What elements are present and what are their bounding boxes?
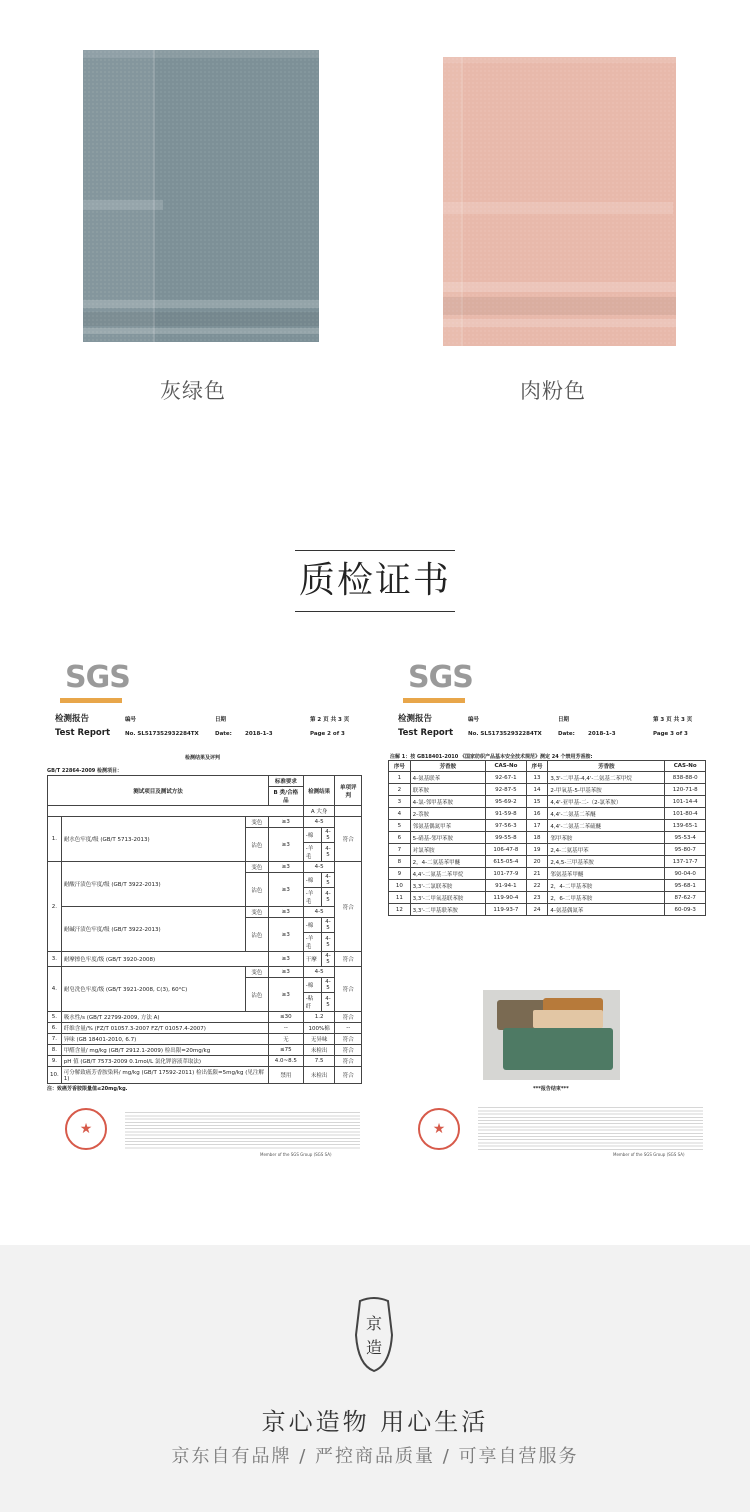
table-cell: 21 — [526, 868, 548, 880]
table-cell: 17 — [526, 820, 548, 832]
table-cell: 14 — [526, 784, 548, 796]
report-date-en-label: Date: — [558, 731, 575, 737]
table-cell: 3 — [389, 796, 411, 808]
product-colors-section — [0, 0, 750, 520]
amine-row — [389, 868, 706, 880]
amine-row — [389, 844, 706, 856]
table-heading: 检测结果及评判 — [185, 755, 221, 761]
table-cell: 符合 — [335, 1034, 362, 1045]
amine-note-heading: 注解 1：按 GB18401-2010 《国家纺织产品基本安全技术规范》测定 24 个禁用芳香胺: — [390, 754, 593, 760]
table-cell: 无 — [268, 1034, 303, 1045]
table-cell: 4-氨基联苯 — [410, 772, 485, 784]
table-cell: 芳香胺 — [548, 761, 665, 772]
brand-slogan: 京心造物 用心生活 — [261, 1408, 489, 1436]
table-cell: 24 — [526, 904, 548, 916]
standard-label: GB/T 22864-2009 检测项目： — [47, 768, 123, 774]
table-cell: 干摩 — [303, 952, 321, 967]
table-cell: 3. — [48, 952, 62, 967]
table-cell: 19 — [526, 844, 548, 856]
table-cell: 87-62-7 — [665, 892, 706, 904]
amine-row — [389, 784, 706, 796]
table-cell: 符合 — [335, 952, 362, 967]
table-cell: 7. — [48, 1034, 62, 1045]
report-no-label: 编号 — [125, 717, 137, 723]
amine-row — [389, 820, 706, 832]
table-cell: 106-47-8 — [486, 844, 527, 856]
brand-tagline: 京东自有品牌 / 严控商品质量 / 可享自营服务 — [171, 1446, 579, 1467]
table-cell: 未检出 — [303, 1067, 335, 1084]
table-cell: 甲醛含量/ mg/kg (GB/T 2912.1-2009) 检出限=20mg/kg — [61, 1045, 268, 1056]
table-cell: 8. — [48, 1045, 62, 1056]
table-cell: 10. — [48, 1067, 62, 1084]
table-cell: 邻氨基苯甲醚 — [548, 868, 665, 880]
table-cell: 5-硝基-邻甲苯胺 — [410, 832, 485, 844]
table-cell: 15 — [526, 796, 548, 808]
seal-char-2: 造 — [365, 1338, 383, 1357]
table-cell: 13 — [526, 772, 548, 784]
table-cell: 变色 — [245, 817, 268, 828]
report-end-caption: ***报告结束*** — [533, 1086, 569, 1092]
table-cell: 101-80-4 — [665, 808, 706, 820]
table-cell: 12 — [389, 904, 411, 916]
table-cell: 91-94-1 — [486, 880, 527, 892]
seal-char-1: 京 — [365, 1314, 383, 1333]
table-cell: 4-5 — [321, 933, 335, 952]
table-cell: 4-5 — [321, 993, 335, 1012]
table-cell: 变色 — [245, 862, 268, 873]
table-cell: 99-55-8 — [486, 832, 527, 844]
table-cell: 60-09-3 — [665, 904, 706, 916]
table-cell: 4-5 — [321, 952, 335, 967]
table-cell: 92-67-1 — [486, 772, 527, 784]
table-cell: 沾色 — [245, 978, 268, 1012]
table-cell: 137-17-7 — [665, 856, 706, 868]
table-cell: 3,3'-二氯联苯胺 — [410, 880, 485, 892]
table-cell: 2，4-二氨基苯甲醚 — [410, 856, 485, 868]
report-cn-title: 检测报告 — [55, 714, 90, 724]
table-cell: ≥3 — [268, 978, 303, 1012]
report-note: 注：致癌芳香胺限量值≤20mg/kg. — [47, 1086, 128, 1092]
table-cell: ≥3 — [268, 873, 303, 907]
report-page-cn: 第 3 页 共 3 页 — [653, 717, 693, 723]
table-cell: 变色 — [245, 967, 268, 978]
table-cell: 95-69-2 — [486, 796, 527, 808]
table-cell: 6 — [389, 832, 411, 844]
table-cell: 符合 — [335, 967, 362, 1012]
table-cell: 4 — [389, 808, 411, 820]
table-cell: -棉 — [303, 873, 321, 888]
report-date-label: 日期 — [215, 717, 227, 723]
table-cell: 3,3'-二甲氧基联苯胺 — [410, 892, 485, 904]
report-date: 2018-1-3 — [588, 731, 616, 737]
table-cell: 4,4'-二氨基二苯甲烷 — [410, 868, 485, 880]
report-legal-text — [125, 1110, 360, 1150]
table-cell: 8 — [389, 856, 411, 868]
table-cell: CAS-No — [665, 761, 706, 772]
table-cell: 2，4-二甲基苯胺 — [548, 880, 665, 892]
report-page-en: Page 2 of 3 — [310, 731, 345, 737]
table-cell: A 大身 — [303, 806, 335, 817]
table-cell — [48, 806, 304, 817]
table-cell: -棉 — [303, 828, 321, 843]
color-label-flesh-pink: 肉粉色 — [520, 379, 586, 403]
amine-row — [389, 880, 706, 892]
color-label-gray-green: 灰绿色 — [160, 379, 226, 403]
test-results-table — [47, 775, 362, 1084]
table-cell: 2,4-二氨基甲苯 — [548, 844, 665, 856]
table-cell: 符合 — [335, 1056, 362, 1067]
table-cell: 20 — [526, 856, 548, 868]
table-cell: 沾色 — [245, 873, 268, 907]
table-cell: 4-5 — [303, 862, 335, 873]
report-cn-title: 检测报告 — [398, 714, 433, 724]
table-cell: 7 — [389, 844, 411, 856]
table-cell: 对氯苯胺 — [410, 844, 485, 856]
table-cell: 吸水性/s (GB/T 22799-2009, 方法 A) — [61, 1012, 268, 1023]
table-cell: 4,4'-二氨基二苯硫醚 — [548, 820, 665, 832]
report-no-label: 编号 — [468, 717, 480, 723]
amine-row — [389, 772, 706, 784]
table-cell: 芳香胺 — [410, 761, 485, 772]
table-cell — [335, 806, 362, 817]
table-cell: 标准要求 — [268, 776, 303, 787]
report-page-cn: 第 2 页 共 3 页 — [310, 717, 350, 723]
table-cell: 1.2 — [303, 1012, 335, 1023]
table-cell: 6. — [48, 1023, 62, 1034]
table-cell: 符合 — [335, 1067, 362, 1084]
table-cell: 耐摩擦色牢度/级 (GB/T 3920-2008) — [61, 952, 268, 967]
sgs-stamp: ★ — [65, 1108, 107, 1150]
table-cell: 检测结果 — [303, 776, 335, 806]
table-cell: 1. — [48, 817, 62, 862]
table-cell: -棉 — [303, 978, 321, 993]
table-cell: 耐水色牢度/级 (GB/T 5713-2013) — [61, 817, 245, 862]
table-cell: 沾色 — [245, 828, 268, 862]
table-cell: ≤30 — [268, 1012, 303, 1023]
table-cell: 4-5 — [321, 828, 335, 843]
table-cell: 120-71-8 — [665, 784, 706, 796]
report-en-title: Test Report — [55, 728, 111, 738]
report-date: 2018-1-3 — [245, 731, 273, 737]
table-cell: 7.5 — [303, 1056, 335, 1067]
table-cell: 4-5 — [321, 918, 335, 933]
amine-row — [389, 808, 706, 820]
table-cell: 119-93-7 — [486, 904, 527, 916]
table-cell: 119-90-4 — [486, 892, 527, 904]
table-cell: 3,3'-二甲基联苯胺 — [410, 904, 485, 916]
table-cell: 邻氨基偶氮甲苯 — [410, 820, 485, 832]
table-cell: 未检出 — [303, 1045, 335, 1056]
table-cell: 序号 — [389, 761, 411, 772]
table-cell: 4-5 — [303, 907, 335, 918]
table-cell: 4,4'-二氨基二苯醚 — [548, 808, 665, 820]
sgs-member-text: Member of the SGS Group (SGS SA) — [260, 1152, 332, 1157]
table-cell: 91-59-8 — [486, 808, 527, 820]
towel-sample-photo — [483, 990, 620, 1080]
amine-row — [389, 796, 706, 808]
sgs-logo: SGS — [408, 660, 473, 695]
amine-row — [389, 856, 706, 868]
table-cell: ≥3 — [268, 918, 303, 952]
table-cell: 4-5 — [321, 843, 335, 862]
jingzao-seal-logo — [350, 1295, 398, 1375]
table-cell: 4-5 — [321, 873, 335, 888]
test-report-page-2 — [45, 660, 365, 1160]
table-cell: 沾色 — [245, 918, 268, 952]
report-legal-text — [478, 1105, 703, 1150]
sgs-member-text: Member of the SGS Group (SGS SA) — [613, 1152, 685, 1157]
table-cell: -羊毛 — [303, 888, 321, 907]
table-cell: 2，6-二甲基苯胺 — [548, 892, 665, 904]
table-cell: 2,4,5-三甲基苯胺 — [548, 856, 665, 868]
table-cell: ≥3 — [268, 907, 303, 918]
table-cell: -羊毛 — [303, 843, 321, 862]
table-cell: 90-04-0 — [665, 868, 706, 880]
table-cell: ≥3 — [268, 828, 303, 862]
table-cell: 4-5 — [321, 888, 335, 907]
table-cell: 4-氨基偶氮苯 — [548, 904, 665, 916]
amine-table — [388, 760, 706, 916]
table-cell: 单项评判 — [335, 776, 362, 806]
table-cell: 9. — [48, 1056, 62, 1067]
table-cell: 可分解致癌芳香胺染料/ mg/kg (GB/T 17592-2011) 检出低限=5mg/kg (见注解 1) — [61, 1067, 268, 1084]
table-cell: ≥3 — [268, 862, 303, 873]
table-cell: 101-14-4 — [665, 796, 706, 808]
table-cell: 9 — [389, 868, 411, 880]
table-cell: 禁用 — [268, 1067, 303, 1084]
towel-image-flesh-pink — [443, 57, 676, 346]
table-cell: 邻甲苯胺 — [548, 832, 665, 844]
table-cell: 5. — [48, 1012, 62, 1023]
table-cell: 1 — [389, 772, 411, 784]
table-cell: 4,4'-亚甲基-二-（2-氯苯胺） — [548, 796, 665, 808]
table-cell: 耐皂洗色牢度/级 (GB/T 3921-2008, C(3), 60°C) — [61, 967, 245, 1012]
towel-image-gray-green — [83, 50, 319, 342]
sgs-logo: SGS — [65, 660, 130, 695]
table-cell: 100%棉 — [303, 1023, 335, 1034]
table-cell: 95-80-7 — [665, 844, 706, 856]
table-cell: 5 — [389, 820, 411, 832]
table-cell: 2. — [48, 862, 62, 952]
table-cell: ≤75 — [268, 1045, 303, 1056]
table-cell: 838-88-0 — [665, 772, 706, 784]
table-cell: 符合 — [335, 817, 362, 862]
table-cell: 4.0~8.5 — [268, 1056, 303, 1067]
table-cell: 4-5 — [321, 978, 335, 993]
table-cell: 4. — [48, 967, 62, 1012]
table-cell: 3,3'-二甲基-4,4'-二氨基二苯甲烷 — [548, 772, 665, 784]
table-cell: 符合 — [335, 1045, 362, 1056]
table-cell: 序号 — [526, 761, 548, 772]
report-date-en-label: Date: — [215, 731, 232, 737]
table-cell: ≥3 — [268, 967, 303, 978]
table-cell: 101-77-9 — [486, 868, 527, 880]
sgs-stamp: ★ — [418, 1108, 460, 1150]
table-cell: 4-5 — [303, 967, 335, 978]
report-date-label: 日期 — [558, 717, 570, 723]
table-cell: 92-87-5 — [486, 784, 527, 796]
table-cell: 2 — [389, 784, 411, 796]
table-cell: -粘纤 — [303, 993, 321, 1012]
report-number: No. SL517352932284TX — [125, 731, 199, 737]
report-en-title: Test Report — [398, 728, 454, 738]
table-cell: 97-56-3 — [486, 820, 527, 832]
table-cell: 变色 — [245, 907, 268, 918]
amine-row — [389, 832, 706, 844]
table-cell: 18 — [526, 832, 548, 844]
report-page-en: Page 3 of 3 — [653, 731, 688, 737]
table-cell: -- — [268, 1023, 303, 1034]
table-cell: 22 — [526, 880, 548, 892]
table-cell: 耐酸汗渍色牢度/级 (GB/T 3922-2013) — [61, 862, 245, 907]
table-cell: -- — [335, 1023, 362, 1034]
table-cell: ≥3 — [268, 952, 303, 967]
table-cell: 23 — [526, 892, 548, 904]
table-cell: 4-氯-邻甲基苯胺 — [410, 796, 485, 808]
amine-row — [389, 904, 706, 916]
table-cell: 符合 — [335, 1012, 362, 1023]
table-cell: 耐碱汗渍色牢度/级 (GB/T 3922-2013) — [61, 907, 245, 952]
table-cell: 16 — [526, 808, 548, 820]
table-cell: CAS-No — [486, 761, 527, 772]
table-cell: -羊毛 — [303, 933, 321, 952]
table-cell: 10 — [389, 880, 411, 892]
table-cell: 2-萘胺 — [410, 808, 485, 820]
table-cell: 139-65-1 — [665, 820, 706, 832]
table-cell: 11 — [389, 892, 411, 904]
test-report-page-3 — [388, 660, 708, 1160]
table-cell: B 类/合格品 — [268, 787, 303, 806]
brand-footer — [0, 1245, 750, 1512]
amine-row — [389, 892, 706, 904]
table-cell: 2-甲氧基-5-甲基苯胺 — [548, 784, 665, 796]
table-cell: pH 值 (GB/T 7573-2009 0.1mol/L 氯化钾溶液萃取法) — [61, 1056, 268, 1067]
table-cell: 联苯胺 — [410, 784, 485, 796]
table-cell: 异味 (GB 18401-2010, 6.7) — [61, 1034, 268, 1045]
table-cell: 95-68-1 — [665, 880, 706, 892]
report-number: No. SL517352932284TX — [468, 731, 542, 737]
table-cell: 95-53-4 — [665, 832, 706, 844]
table-cell: 无异味 — [303, 1034, 335, 1045]
table-cell: 615-05-4 — [486, 856, 527, 868]
table-cell: 符合 — [335, 862, 362, 952]
section-title: 质检证书 — [295, 550, 455, 612]
table-cell: 4-5 — [303, 817, 335, 828]
table-cell: 测试项目及测试方法 — [48, 776, 269, 806]
table-cell: ≥3 — [268, 817, 303, 828]
table-cell: 纤维含量/% (FZ/T 01057.3-2007 FZ/T 01057.4-2007) — [61, 1023, 268, 1034]
table-cell: -棉 — [303, 918, 321, 933]
